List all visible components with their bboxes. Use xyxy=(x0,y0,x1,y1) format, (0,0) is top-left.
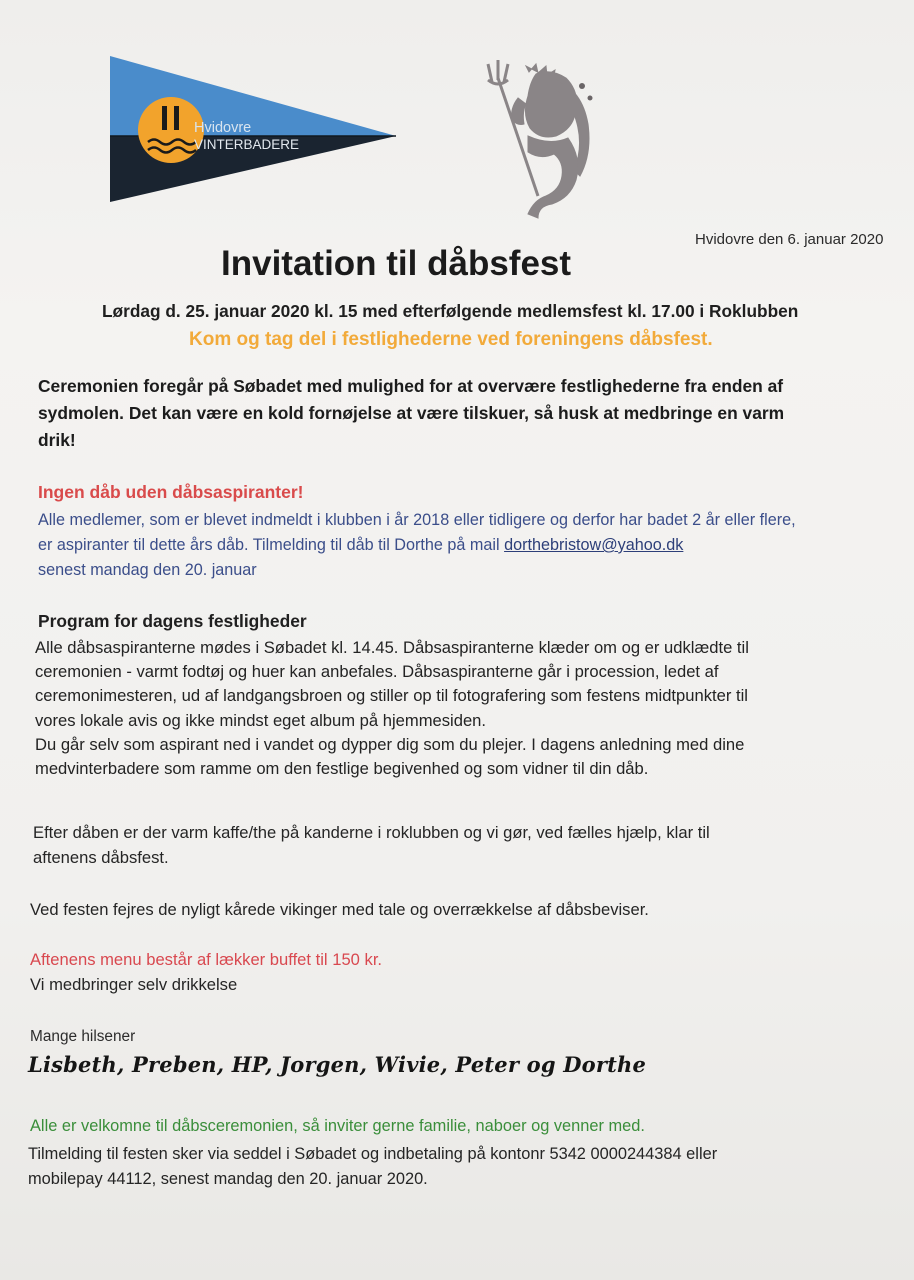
welcome-line: Alle er velkomne til dåbsceremonien, så inviter gerne familie, naboer og venner med. xyxy=(30,1117,645,1135)
ceremony-line: drik! xyxy=(38,430,76,450)
program-paragraph xyxy=(35,636,749,781)
program-heading: Program for dagens festligheder xyxy=(38,611,307,631)
program-line: medvinterbadere som ramme om den festlige begivenhed og som vidner til din dåb. xyxy=(35,759,649,779)
tagline: Kom og tag del i festlighederne ved foreningens dåbsfest. xyxy=(189,329,713,350)
drinks-line: Vi medbringer selv drikkelse xyxy=(30,975,238,994)
fest-paragraph: Ved festen fejres de nyligt kårede vikinger med tale og overrækkelse af dåbsbeviser. xyxy=(30,900,649,919)
neptune-mermaid-icon xyxy=(478,56,608,221)
program-line: vores lokale avis og ikke mindst eget album på hjemmesiden. xyxy=(35,710,487,730)
menu-line: Aftenens menu består af lækker buffet til 150 kr. xyxy=(30,950,383,969)
logo-line2: VINTERBADERE xyxy=(194,137,300,152)
after-line: Efter dåben er der varm kaffe/the på kanderne i roklubben og vi gør, ved fælles hjælp, klar til xyxy=(33,823,710,842)
club-pennant-logo xyxy=(108,54,398,204)
signup-paragraph xyxy=(28,1142,717,1192)
email-link[interactable]: dorthebristow@yahoo.dk xyxy=(504,536,684,554)
signature: Lisbeth, Preben, HP, Jorgen, Wivie, Peter og Dorthe xyxy=(28,1052,647,1077)
ceremony-paragraph xyxy=(38,373,898,454)
program-line: ceremonimesteren, ud af landgangsbroen og stiller op til fotografering som festens midtpunkter til xyxy=(35,686,748,706)
program-line: Alle dåbsaspiranterne mødes i Søbadet kl. 14.45. Dåbsaspiranterne klæder om og er udklædte til xyxy=(35,638,749,657)
signup-line: Tilmelding til festen sker via seddel i Søbadet og indbetaling på kontonr 5342 0000244384 eller xyxy=(28,1145,718,1163)
aspirants-heading: Ingen dåb uden dåbsaspiranter! xyxy=(38,482,304,502)
aspirants-line xyxy=(38,533,796,558)
greeting: Mange hilsener xyxy=(30,1028,136,1045)
event-subtitle: Lørdag d. 25. januar 2020 kl. 15 med efterfølgende medlemsfest kl. 17.00 i Roklubben xyxy=(102,301,799,321)
program-line: ceremonien - varmt fodtøj og huer kan anbefales. Dåbsaspiranterne går i procession, ledet af xyxy=(35,662,719,682)
ceremony-line: sydmolen. Det kan være en kold fornøjelse at være tilskuer, så husk at medbringe en varm xyxy=(38,403,785,423)
letter-date: Hvidovre den 6. januar 2020 xyxy=(695,231,884,248)
after-line: aftenens dåbsfest. xyxy=(33,848,169,867)
aspirants-line: Alle medlemer, som er blevet indmeldt i klubben i år 2018 eller tidligere og derfor har badet 2 år eller flere, xyxy=(38,511,796,529)
program-line: Du går selv som aspirant ned i vandet og dypper dig som du plejer. I dagens anledning med dine xyxy=(35,734,745,754)
ceremony-line: Ceremonien foregår på Søbadet med mulighed for at overvære festlighederne fra enden af xyxy=(38,376,784,396)
aspirants-line-text: er aspiranter til dette års dåb. Tilmelding til dåb til Dorthe på mail xyxy=(38,536,505,554)
logo-line1: Hvidovre xyxy=(194,120,252,136)
page-title: Invitation til dåbsfest xyxy=(221,244,572,283)
signup-line: mobilepay 44112, senest mandag den 20. januar 2020. xyxy=(28,1170,428,1188)
after-paragraph xyxy=(33,820,710,870)
aspirants-paragraph xyxy=(38,508,796,583)
aspirants-line: senest mandag den 20. januar xyxy=(38,561,257,579)
